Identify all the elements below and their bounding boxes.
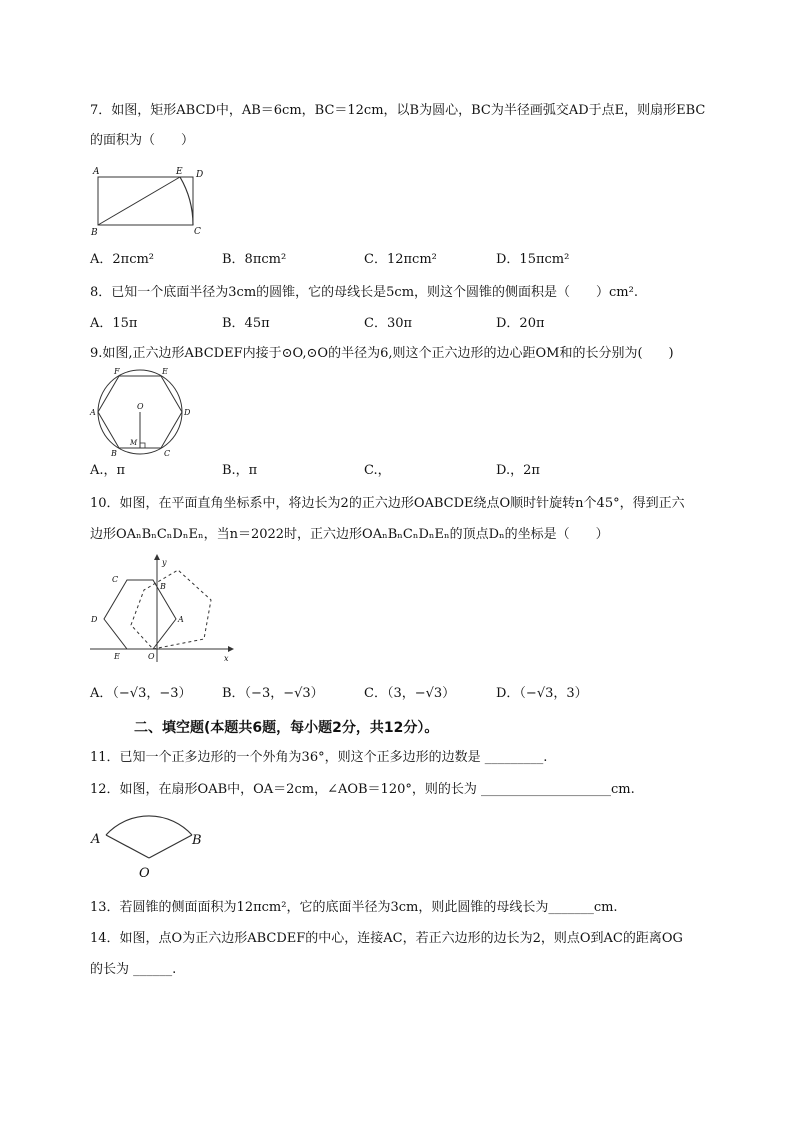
q9-text-line1: 9.如图,正六边形ABCDEF内接于⊙O,⊙O的半径为6,则这个正六边形的边心距OM和的长分别为( ) <box>90 346 674 361</box>
q9-option-c[interactable]: C.， <box>364 463 391 478</box>
q7-text-line2: 的面积为（ ） <box>90 133 195 148</box>
q10-label-e: E <box>114 652 120 661</box>
q7-option-c[interactable]: C．12πcm² <box>364 252 437 267</box>
q7-text-line1: 7．如图，矩形ABCD中，AB＝6cm，BC＝12cm，以B为圆心，BC为半径画弧交AD于点E，则扇形EBC <box>90 103 706 118</box>
q7-label-b: B <box>91 228 98 238</box>
q8-option-a[interactable]: A．15π <box>90 316 138 331</box>
q8-option-c[interactable]: C．30π <box>364 316 413 331</box>
q10-label-d: D <box>91 615 98 624</box>
q10-label-a: A <box>178 615 184 624</box>
q9-label-f: F <box>114 367 120 376</box>
q7-label-e: E <box>176 167 183 177</box>
q8-option-b[interactable]: B．45π <box>222 316 270 331</box>
q10-label-o: O <box>148 652 155 661</box>
q10-option-c[interactable]: C．（3，−√3） <box>364 686 456 701</box>
q9-label-d: D <box>184 408 191 417</box>
q9-label-b: B <box>111 449 117 458</box>
q10-option-d[interactable]: D．（−√3，3） <box>496 686 588 701</box>
q14-text-line2: 的长为 ______. <box>90 962 177 977</box>
section-2-heading: 二、填空题(本题共6题，每小题2分，共12分）。 <box>134 720 439 736</box>
q9-label-c: C <box>164 449 171 458</box>
q12-label-a: A <box>91 832 101 847</box>
q10-label-y: y <box>162 558 167 567</box>
q9-hexagon-circle-figure <box>86 366 196 462</box>
q8-text-line1: 8．已知一个底面半径为3cm的圆锥，它的母线长是5cm，则这个圆锥的侧面积是（ ）cm². <box>90 285 638 300</box>
q12-text-line1: 12．如图，在扇形OAB中，OA＝2cm，∠AOB＝120°，则的长为 ____________________cm. <box>90 782 635 797</box>
q10-option-a[interactable]: A．（−√3，−3） <box>90 686 192 701</box>
q7-label-a: A <box>93 167 100 177</box>
q10-coordinate-hexagon-figure <box>86 552 236 666</box>
q9-label-o: O <box>137 402 144 411</box>
q7-rectangle-figure <box>88 163 208 239</box>
q12-label-o: O <box>139 866 150 881</box>
q10-text-line1: 10．如图，在平面直角坐标系中，将边长为2的正六边形OABCDE绕点O顺时针旋转n个45°，得到正六 <box>90 496 685 511</box>
q9-label-a: A <box>90 408 96 417</box>
q10-label-x: x <box>224 654 229 663</box>
q9-label-m: M <box>130 439 138 447</box>
q13-text-line1: 13．若圆锥的侧面面积为12πcm²，它的底面半径为3cm，则此圆锥的母线长为_______cm. <box>90 900 618 915</box>
q9-option-a[interactable]: A.，π <box>90 463 126 478</box>
q14-text-line1: 14．如图，点O为正六边形ABCDEF的中心，连接AC，若正六边形的边长为2，则点O到AC的距离OG <box>90 931 683 946</box>
q9-option-b[interactable]: B.，π <box>222 463 258 478</box>
q12-sector-figure <box>86 806 216 882</box>
q9-option-d[interactable]: D.，2π <box>496 463 540 478</box>
q7-label-d: D <box>196 170 204 180</box>
q7-label-c: C <box>194 227 201 237</box>
q8-option-d[interactable]: D．20π <box>496 316 545 331</box>
q7-option-b[interactable]: B．8πcm² <box>222 252 287 267</box>
q10-text-line2: 边形OAₙBₙCₙDₙEₙ，当n＝2022时，正六边形OAₙBₙCₙDₙEₙ的顶点Dₙ的坐标是（ ） <box>90 527 609 542</box>
q11-text-line1: 11．已知一个正多边形的一个外角为36°，则这个正多边形的边数是 _________. <box>90 750 548 765</box>
q10-option-b[interactable]: B．（−3，−√3） <box>222 686 324 701</box>
q7-option-d[interactable]: D．15πcm² <box>496 252 570 267</box>
q10-label-b: B <box>160 582 166 591</box>
q12-label-b: B <box>192 833 202 848</box>
q9-label-e: E <box>162 367 168 376</box>
q10-label-c: C <box>112 575 119 584</box>
q7-option-a[interactable]: A．2πcm² <box>90 252 155 267</box>
